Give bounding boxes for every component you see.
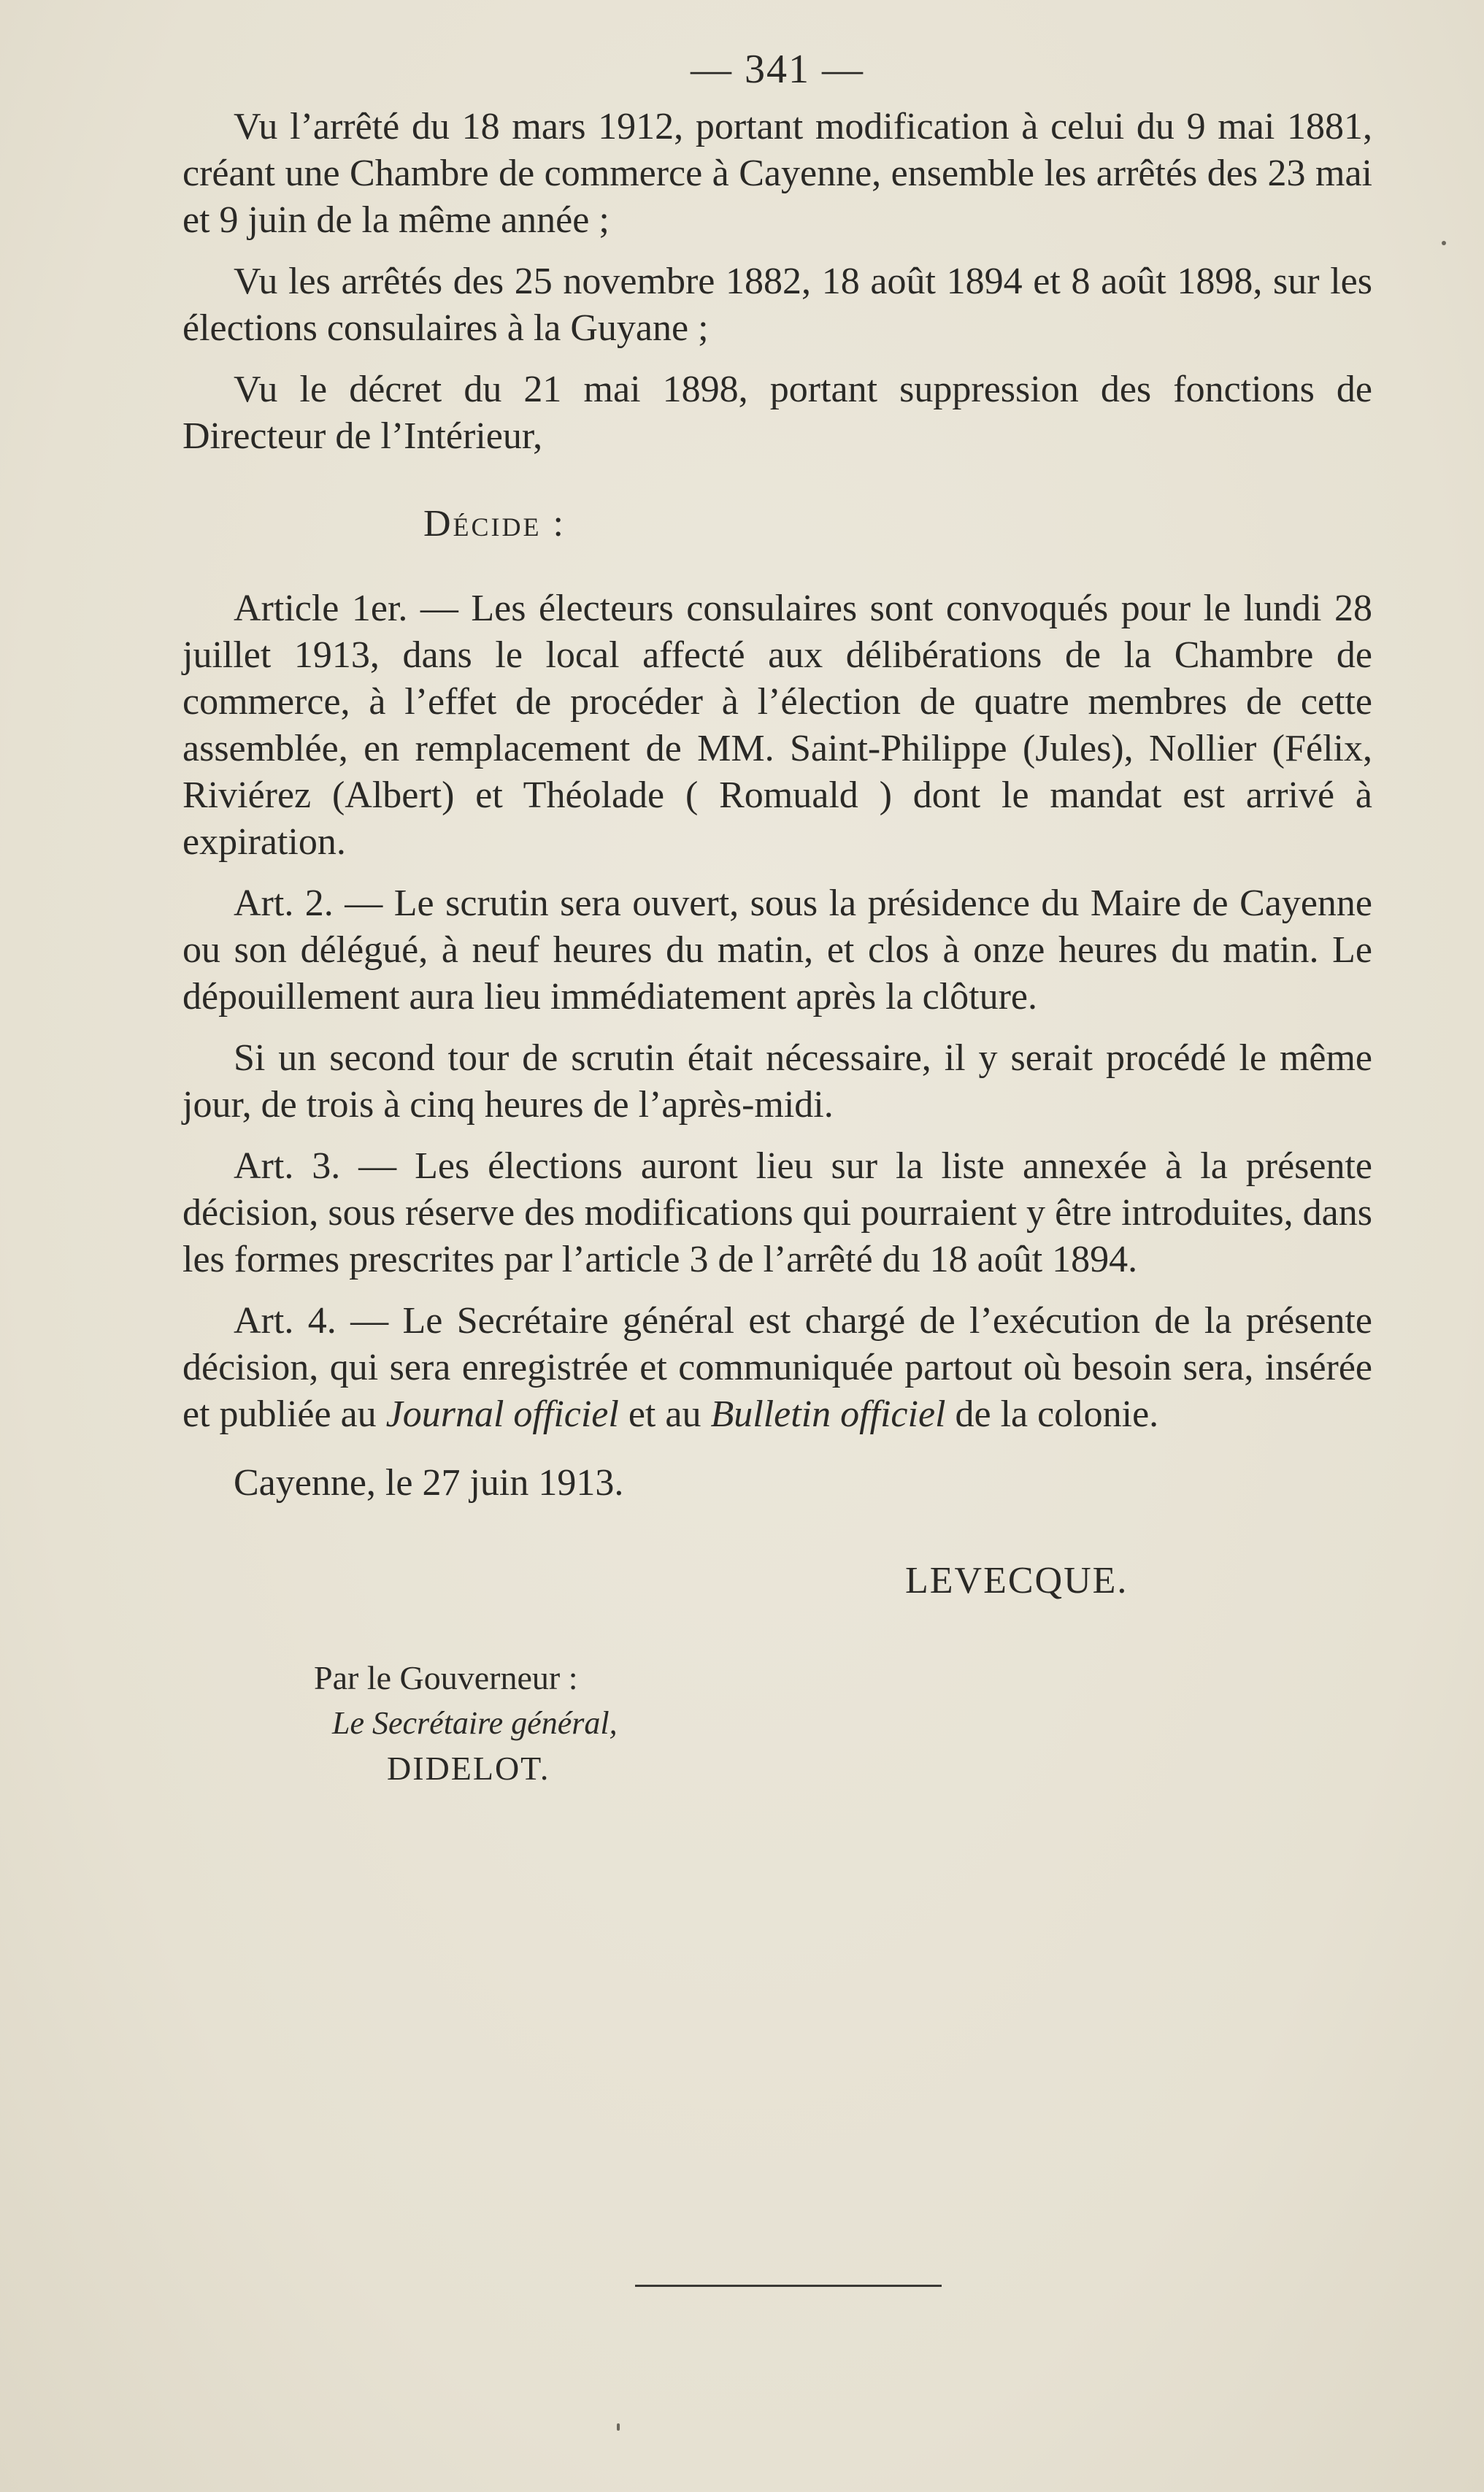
decide-heading: Décide : (423, 503, 566, 545)
article-2-second-round: Si un second tour de scrutin était nécessaire, il y serait procédé le même jour, de trois à cinq heures de l’après-midi. (182, 1037, 1372, 1126)
bulletin-officiel-title: Bulletin officiel (710, 1393, 946, 1435)
document-body (182, 44, 1372, 1791)
paper-speck (617, 2423, 620, 2431)
signature-levecque: LEVECQUE. (905, 1560, 1129, 1601)
article-3: Art. 3. — Les élections auront lieu sur la liste annexée à la présente décision, sous réserve des modifications qui pourraient y être introduites, dans les formes prescrites par l’article 3 de l’arrêté du 18 août 1894. (182, 1145, 1372, 1280)
paper-speck (1442, 241, 1446, 245)
dateline: Cayenne, le 27 juin 1913. (234, 1462, 624, 1504)
countersign-by: Par le Gouverneur : (314, 1659, 578, 1696)
article-2: Art. 2. — Le scrutin sera ouvert, sous la présidence du Maire de Cayenne ou son délégué, à neuf heures du matin, et clos à onze heures du matin. Le dépouillement aura lieu immédiatement après la clôture. (182, 882, 1372, 1018)
countersign-title: Le Secrétaire général, (332, 1705, 618, 1741)
article-4-text-start: Art. 4. — Le Secrétaire général est chargé de l’exécution de la présente décision, qui sera enregistrée et communiquée partout où besoin sera, insérée et publiée au (182, 1300, 1372, 1435)
countersignature-block (314, 1655, 1372, 1791)
journal-officiel-title: Journal officiel (385, 1393, 619, 1435)
paragraph-vu-decret-1898: Vu le décret du 21 mai 1898, portant suppression des fonctions de Directeur de l’Intérieur, (182, 369, 1372, 457)
article-4-text-mid: et au (618, 1393, 711, 1435)
paragraph-vu-arrete-1912: Vu l’arrêté du 18 mars 1912, portant modification à celui du 9 mai 1881, créant une Chambre de commerce à Cayenne, ensemble les arrêtés des 23 mai et 9 juin de la même année ; (182, 106, 1372, 241)
article-1: Article 1er. — Les électeurs consulaires sont convoqués pour le lundi 28 juillet 1913, dans le local affecté aux délibérations de la Chambre de commerce, à l’effet de procéder à l’élection de quatre membres de cette assemblée, en remplacement de MM. Saint-Philippe (Jules), Nollier (Félix, Riviérez (Albert) et Théolade ( Romuald ) dont le mandat est arrivé à expiration. (182, 588, 1372, 863)
countersign-name: DIDELOT. (387, 1750, 550, 1787)
article-4-text-end: de la colonie. (945, 1393, 1159, 1435)
end-rule-divider (635, 2285, 942, 2287)
page-number: — 341 — (691, 47, 864, 92)
article-4 (182, 1298, 1372, 1438)
paragraph-vu-arretes-1882: Vu les arrêtés des 25 novembre 1882, 18 août 1894 et 8 août 1898, sur les élections consulaires à la Guyane ; (182, 261, 1372, 349)
